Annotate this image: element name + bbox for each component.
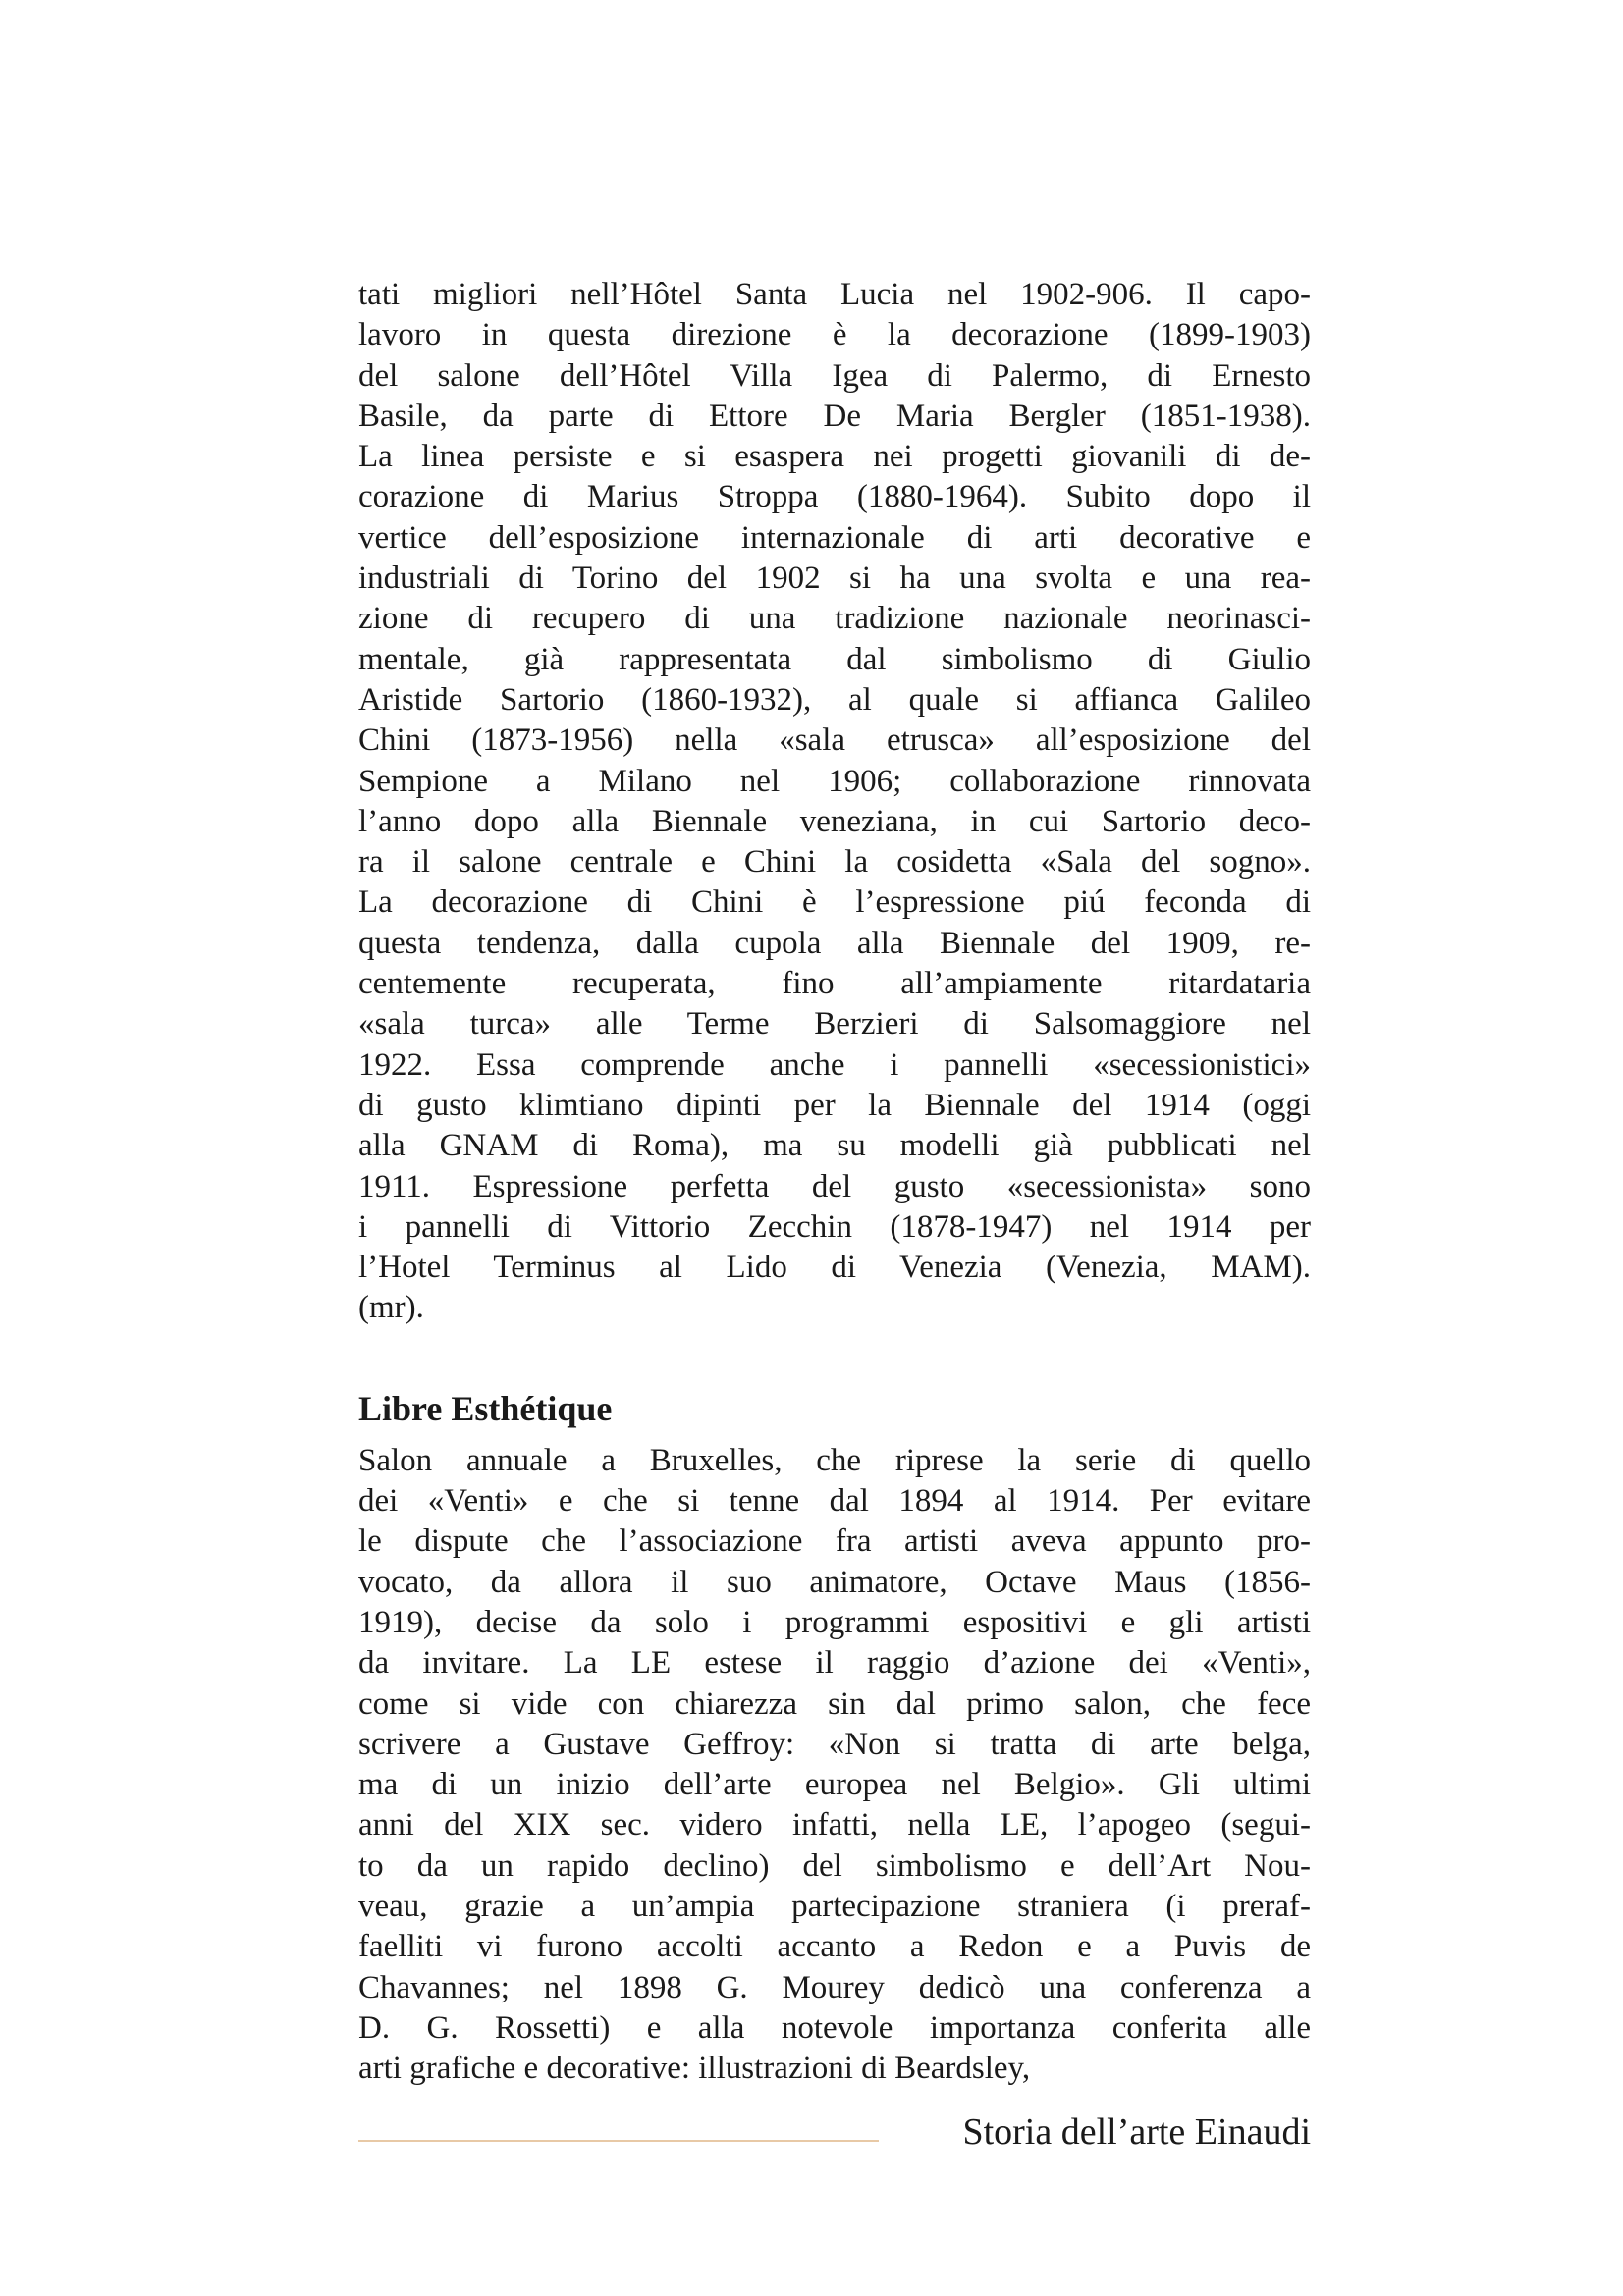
text-line: da invitare. La LE estese il raggio d’azione dei «Venti», <box>358 1645 1311 1682</box>
page-footer <box>358 2110 1311 2169</box>
text-line: 1919), decise da solo i programmi espositivi e gli artisti <box>358 1604 1311 1640</box>
text-line: Chavannes; nel 1898 G. Mourey dedicò una conferenza a <box>358 1969 1311 2005</box>
text-line: questa tendenza, dalla cupola alla Biennale del 1909, re- <box>358 925 1311 961</box>
text-line: industriali di Torino del 1902 si ha una svolta e una rea- <box>358 561 1311 597</box>
text-line: zione di recupero di una tradizione nazionale neorinasci- <box>358 601 1311 637</box>
text-line: i pannelli di Vittorio Zecchin (1878-1947) nel 1914 per <box>358 1208 1311 1245</box>
text-line: Chini (1873-1956) nella «sala etrusca» all’esposizione del <box>358 722 1311 759</box>
text-line: lavoro in questa direzione è la decorazione (1899-1903) <box>358 317 1311 353</box>
text-line: Sempione a Milano nel 1906; collaborazione rinnovata <box>358 763 1311 799</box>
footer-rule <box>358 2140 879 2142</box>
text-line: alla GNAM di Roma), ma su modelli già pubblicati nel <box>358 1128 1311 1164</box>
text-line: «sala turca» alle Terme Berzieri di Salsomaggiore nel <box>358 1006 1311 1042</box>
text-line: come si vide con chiarezza sin dal primo salon, che fece <box>358 1685 1311 1722</box>
body-paragraph-1 <box>358 275 1311 1329</box>
text-line: faelliti vi furono accolti accanto a Redon e a Puvis de <box>358 1929 1311 1965</box>
page-content <box>358 275 1311 2089</box>
entry-heading: Libre Esthétique <box>358 1388 613 1428</box>
text-line: 1911. Espressione perfetta del gusto «secessionista» sono <box>358 1168 1311 1204</box>
text-line: mentale, già rappresentata dal simbolismo di Giulio <box>358 641 1311 677</box>
text-line: ra il salone centrale e Chini la cosidetta «Sala del sogno». <box>358 844 1311 881</box>
body-paragraph-2 <box>358 1441 1311 2090</box>
text-line: scrivere a Gustave Geffroy: «Non si tratta di arte belga, <box>358 1726 1311 1762</box>
text-line: di gusto klimtiano dipinti per la Biennale del 1914 (oggi <box>358 1087 1311 1123</box>
text-line: le dispute che l’associazione fra artisti aveva appunto pro- <box>358 1523 1311 1560</box>
text-line: Salon annuale a Bruxelles, che riprese la serie di quello <box>358 1442 1311 1478</box>
text-line: dei «Venti» e che si tenne dal 1894 al 1914. Per evitare <box>358 1483 1311 1520</box>
text-line: to da un rapido declino) del simbolismo e dell’Art Nou- <box>358 1847 1311 1884</box>
text-line: (mr). <box>358 1290 424 1326</box>
text-line: centemente recuperata, fino all’ampiamente ritardataria <box>358 966 1311 1002</box>
text-line: ma di un inizio dell’arte europea nel Belgio». Gli ultimi <box>358 1767 1311 1803</box>
text-line: anni del XIX sec. videro infatti, nella LE, l’apogeo (segui- <box>358 1807 1311 1843</box>
text-line: 1922. Essa comprende anche i pannelli «secessionistici» <box>358 1046 1311 1083</box>
text-line: del salone dell’Hôtel Villa Igea di Palermo, di Ernesto <box>358 357 1311 394</box>
text-line: l’anno dopo alla Biennale veneziana, in cui Sartorio deco- <box>358 803 1311 839</box>
text-line: veau, grazie a un’ampia partecipazione straniera (i preraf- <box>358 1888 1311 1924</box>
text-line: Aristide Sartorio (1860-1932), al quale si affianca Galileo <box>358 681 1311 718</box>
text-line: tati migliori nell’Hôtel Santa Lucia nel 1902-906. Il capo- <box>358 277 1311 312</box>
text-line: corazione di Marius Stroppa (1880-1964). Subito dopo il <box>358 479 1311 515</box>
text-line: vocato, da allora il suo animatore, Octave Maus (1856- <box>358 1564 1311 1600</box>
text-line: arti grafiche e decorative: illustrazioni di Beardsley, <box>358 2051 1031 2087</box>
footer-title: Storia dell’arte Einaudi <box>962 2111 1311 2153</box>
text-line: La linea persiste e si esaspera nei progetti giovanili di de- <box>358 439 1311 475</box>
text-line: Basile, da parte di Ettore De Maria Bergler (1851-1938). <box>358 398 1311 434</box>
text-line: l’Hotel Terminus al Lido di Venezia (Venezia, MAM). <box>358 1250 1311 1286</box>
text-line: vertice dell’esposizione internazionale di arti decorative e <box>358 519 1311 556</box>
text-line: La decorazione di Chini è l’espressione piú feconda di <box>358 884 1311 921</box>
text-line: D. G. Rossetti) e alla notevole importanza conferita alle <box>358 2009 1311 2046</box>
